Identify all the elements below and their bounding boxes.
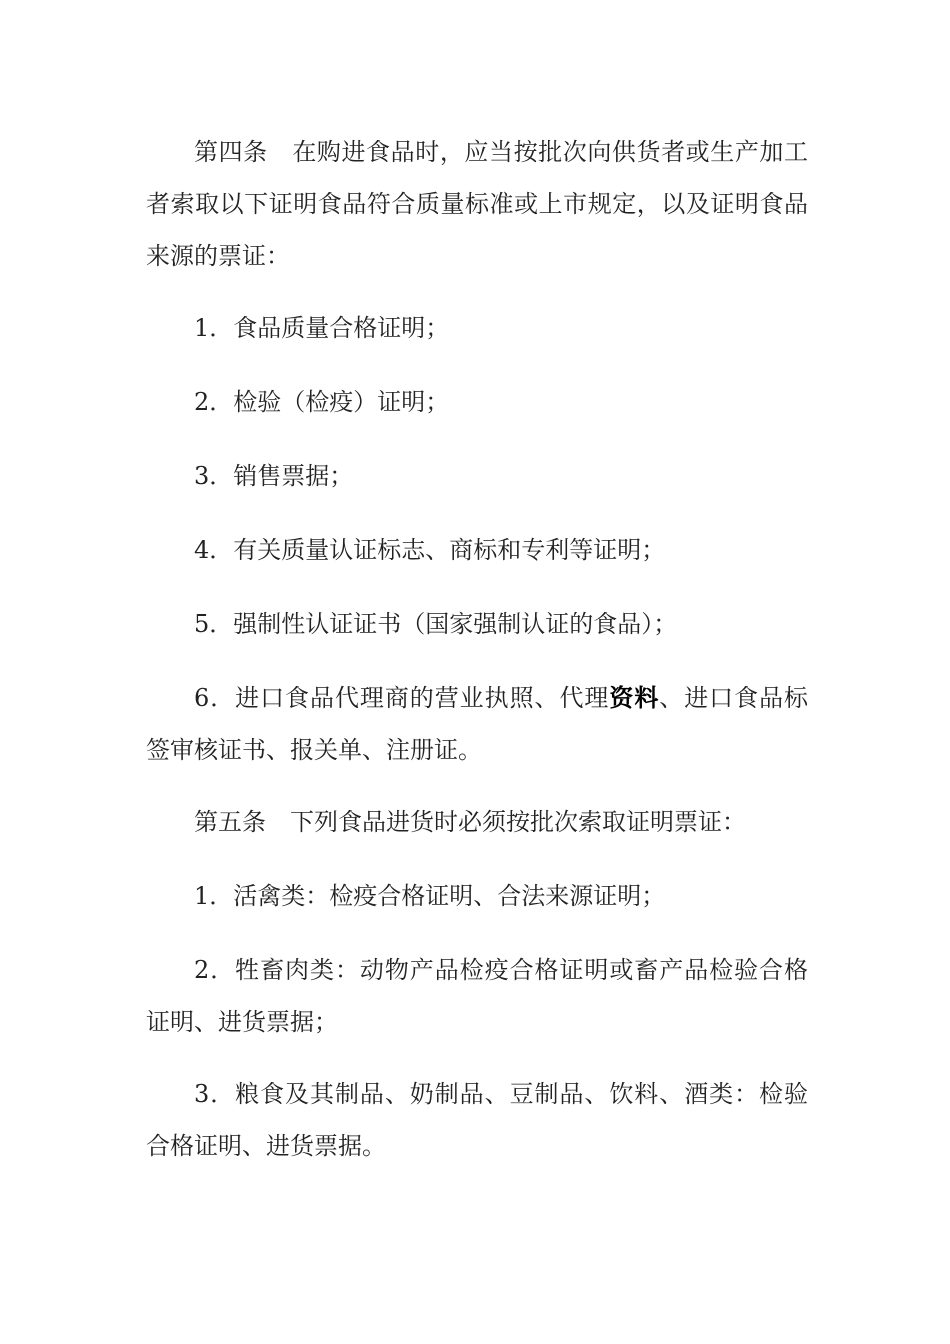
- article-4-paragraph: 第四条 在购进食品时，应当按批次向供货者或生产加工者索取以下证明食品符合质量标准或上市规定，以及证明食品来源的票证：: [146, 138, 808, 270]
- list-item: 3．销售票据；: [194, 462, 354, 490]
- document-page: [146, 126, 808, 1172]
- list-item: 3．粮食及其制品、奶制品、豆制品、饮料、酒类：检验合格证明、进货票据。: [146, 1080, 808, 1160]
- bold-keyword: 资料: [609, 683, 660, 712]
- list-item: 1．食品质量合格证明；: [194, 314, 450, 342]
- list-item-text-suffix: 、进口食品标签审核证书、报关单、注册证。: [146, 684, 809, 764]
- list-item: 1．活禽类：检疫合格证明、合法来源证明；: [194, 882, 666, 910]
- list-item-text-prefix: 6．进口食品代理商的营业执照、代理: [194, 684, 610, 712]
- list-item: [146, 672, 808, 776]
- list-item: 5．强制性认证证书（国家强制认证的食品）；: [194, 610, 678, 638]
- list-item: 2．牲畜肉类：动物产品检疫合格证明或畜产品检验合格证明、进货票据；: [146, 956, 808, 1036]
- list-item: 4．有关质量认证标志、商标和专利等证明；: [194, 536, 666, 564]
- article-5-paragraph: 第五条 下列食品进货时必须按批次索取证明票证：: [194, 808, 746, 836]
- list-item: 2．检验（检疫）证明；: [194, 388, 450, 416]
